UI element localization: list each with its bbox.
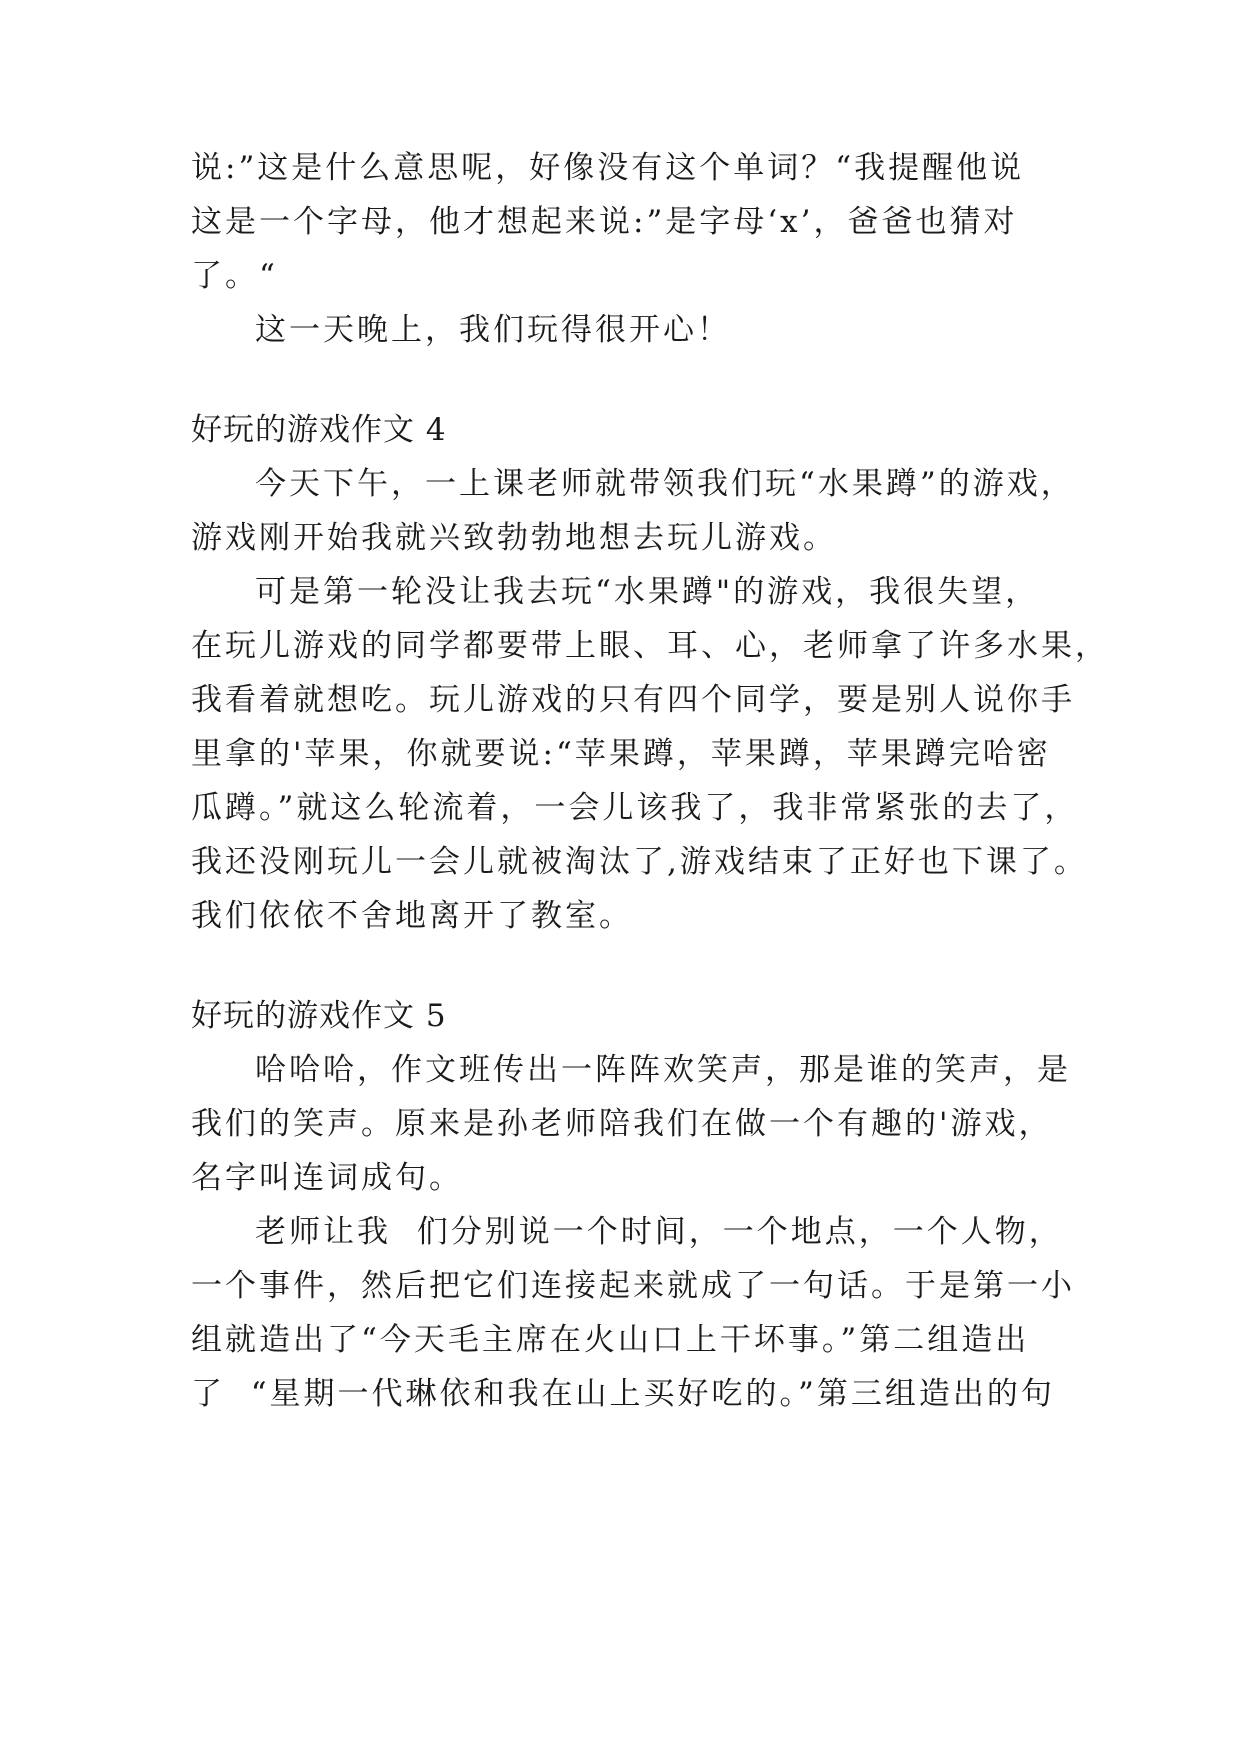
text-line: 瓜蹲。”就这么轮流着，一会儿该我了，我非常紧张的去了， — [191, 790, 1079, 826]
text-line: 这是一个字母，他才想起来说:”是字母‘x’，爸爸也猜对 — [191, 204, 1018, 240]
essay-title: 好玩的游戏作文 5 — [191, 998, 447, 1034]
text-line: 了 “星期一代琳依和我在山上买好吃的。”第三组造出的句 — [191, 1376, 1055, 1412]
text-line: 我们依依不舍地离开了教室。 — [191, 898, 633, 934]
text-line: 今天下午，一上课老师就带领我们玩“水果蹲”的游戏， — [255, 466, 1075, 502]
text-line: 这一天晚上，我们玩得很开心！ — [255, 312, 731, 348]
text-line: 可是第一轮没让我去玩“水果蹲"的游戏，我很失望， — [255, 574, 1040, 610]
text-line: 我还没刚玩儿一会儿就被淘汰了,游戏结束了正好也下课了。 — [191, 844, 1088, 880]
text-line: 老师让我 们分别说一个时间，一个地点，一个人物， — [255, 1214, 1063, 1250]
text-line: 哈哈哈，作文班传出一阵阵欢笑声，那是谁的笑声，是 — [255, 1052, 1071, 1088]
text-line: 名字叫连词成句。 — [191, 1160, 463, 1196]
text-line: 了。“ — [191, 258, 278, 294]
text-line: 我们的笑声。原来是孙老师陪我们在做一个有趣的'游戏， — [191, 1106, 1053, 1142]
text-line: 我看着就想吃。玩儿游戏的只有四个同学，要是别人说你手 — [191, 682, 1075, 718]
text-line: 一个事件，然后把它们连接起来就成了一句话。于是第一小 — [191, 1268, 1075, 1304]
text-line: 组就造出了“今天毛主席在火山口上干坏事。”第二组造出 — [191, 1322, 1030, 1358]
text-line: 在玩儿游戏的同学都要带上眼、耳、心，老师拿了许多水果， — [191, 628, 1109, 664]
text-line: 游戏刚开始我就兴致勃勃地想去玩儿游戏。 — [191, 520, 837, 556]
essay-title: 好玩的游戏作文 4 — [191, 412, 447, 448]
text-line: 里拿的'苹果，你就要说:“苹果蹲，苹果蹲，苹果蹲完哈密 — [191, 736, 1051, 772]
text-line: 说:”这是什么意思呢，好像没有这个单词？“我提醒他说 — [191, 150, 1025, 186]
